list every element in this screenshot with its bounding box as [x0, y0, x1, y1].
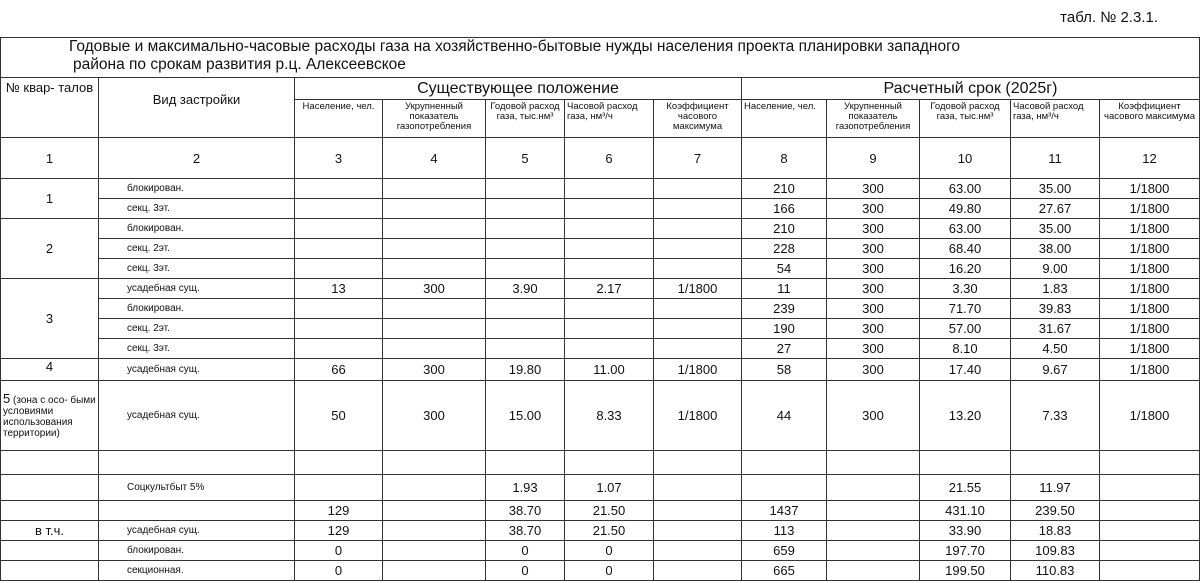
value-cell: 57.00 [920, 319, 1011, 339]
value-cell: 300 [827, 239, 920, 259]
value-cell: 1/1800 [1100, 239, 1200, 259]
header-coefficient: Коэффициент часового максимума [654, 100, 742, 138]
building-type-cell: усадебная сущ. [99, 279, 295, 299]
quarter-number-cell [1, 501, 99, 521]
zone-description: (зона с осо- быми условиями использования территории) [3, 394, 96, 439]
value-cell: 300 [827, 381, 920, 451]
value-cell: 68.40 [920, 239, 1011, 259]
building-type-cell: секц. 3эт. [99, 339, 295, 359]
value-cell: 1/1800 [1100, 199, 1200, 219]
quarter-5-number: 5 [3, 390, 11, 406]
quarter-number-cell: в т.ч. [1, 521, 99, 541]
value-cell [295, 475, 383, 501]
value-cell: 1/1800 [654, 359, 742, 381]
column-index-cell: 7 [654, 138, 742, 179]
value-cell: 21.50 [565, 521, 654, 541]
value-cell [654, 561, 742, 581]
value-cell: 0 [486, 541, 565, 561]
header-existing: Существующее положение [295, 78, 742, 100]
value-cell: 38.70 [486, 501, 565, 521]
building-type-cell: блокирован. [99, 299, 295, 319]
value-cell: 44 [742, 381, 827, 451]
value-cell: 190 [742, 319, 827, 339]
header-indicator: Укрупненный показатель газопотребления [383, 100, 486, 138]
value-cell [486, 319, 565, 339]
value-cell: 63.00 [920, 219, 1011, 239]
value-cell: 38.70 [486, 521, 565, 541]
value-cell [383, 541, 486, 561]
value-cell: 300 [827, 259, 920, 279]
column-index-cell: 8 [742, 138, 827, 179]
value-cell [565, 239, 654, 259]
value-cell: 17.40 [920, 359, 1011, 381]
value-cell [565, 199, 654, 219]
value-cell [654, 319, 742, 339]
table-row [1, 521, 1200, 541]
value-cell [654, 179, 742, 199]
table-row [1, 359, 1200, 381]
value-cell: 3.90 [486, 279, 565, 299]
value-cell: 197.70 [920, 541, 1011, 561]
title-line-2: района по срокам развития р.ц. Алексеевское [73, 56, 406, 73]
building-type-cell: Соцкультбыт 5% [99, 475, 295, 501]
value-cell [383, 561, 486, 581]
table-row [1, 199, 1200, 219]
value-cell [654, 451, 742, 475]
value-cell [295, 259, 383, 279]
value-cell: 300 [827, 179, 920, 199]
building-type-cell: усадебная сущ. [99, 521, 295, 541]
value-cell [654, 199, 742, 219]
value-cell [486, 199, 565, 219]
value-cell: 0 [295, 561, 383, 581]
value-cell [486, 339, 565, 359]
value-cell: 11.97 [1011, 475, 1100, 501]
value-cell: 129 [295, 521, 383, 541]
title-line-1: Годовые и максимально-часовые расходы газа на хозяйственно-бытовые нужды населения проекта планировки западного [69, 38, 961, 55]
value-cell: 27 [742, 339, 827, 359]
header-population: Население, чел. [295, 100, 383, 138]
value-cell: 4.50 [1011, 339, 1100, 359]
table-row [1, 381, 1200, 451]
value-cell: 71.70 [920, 299, 1011, 319]
value-cell: 300 [827, 299, 920, 319]
value-cell: 1/1800 [1100, 259, 1200, 279]
value-cell: 1/1800 [1100, 219, 1200, 239]
column-index-cell: 10 [920, 138, 1011, 179]
value-cell [742, 475, 827, 501]
building-type-cell: блокирован. [99, 219, 295, 239]
value-cell: 0 [486, 561, 565, 581]
value-cell [383, 179, 486, 199]
value-cell: 11.00 [565, 359, 654, 381]
quarter-number-cell: 4 [1, 359, 99, 381]
value-cell: 33.90 [920, 521, 1011, 541]
column-index-cell: 9 [827, 138, 920, 179]
value-cell [654, 475, 742, 501]
value-cell [486, 239, 565, 259]
value-cell [486, 299, 565, 319]
value-cell: 0 [565, 561, 654, 581]
gas-consumption-table [0, 37, 1200, 581]
header-group-row [1, 78, 1200, 100]
value-cell: 239.50 [1011, 501, 1100, 521]
value-cell [1100, 521, 1200, 541]
value-cell [383, 199, 486, 219]
value-cell: 239 [742, 299, 827, 319]
value-cell: 166 [742, 199, 827, 219]
value-cell: 16.20 [920, 259, 1011, 279]
header-building-type: Вид застройки [99, 78, 295, 138]
value-cell: 18.83 [1011, 521, 1100, 541]
value-cell [383, 259, 486, 279]
value-cell: 110.83 [1011, 561, 1100, 581]
column-index-row [1, 138, 1200, 179]
value-cell: 31.67 [1011, 319, 1100, 339]
building-type-cell: блокирован. [99, 179, 295, 199]
value-cell: 21.50 [565, 501, 654, 521]
value-cell: 1/1800 [654, 279, 742, 299]
value-cell [1011, 451, 1100, 475]
value-cell: 210 [742, 219, 827, 239]
value-cell [295, 319, 383, 339]
value-cell [486, 259, 565, 279]
value-cell: 9.67 [1011, 359, 1100, 381]
building-type-cell: секц. 3эт. [99, 259, 295, 279]
value-cell [1100, 541, 1200, 561]
header-annual: Годовой расход газа, тыс.нм³ [486, 100, 565, 138]
value-cell: 8.33 [565, 381, 654, 451]
value-cell [827, 451, 920, 475]
value-cell: 300 [827, 319, 920, 339]
value-cell: 27.67 [1011, 199, 1100, 219]
header-population: Население, чел. [742, 100, 827, 138]
value-cell [486, 219, 565, 239]
building-type-cell: секц. 2эт. [99, 239, 295, 259]
value-cell [486, 451, 565, 475]
value-cell [295, 219, 383, 239]
value-cell [565, 259, 654, 279]
column-index-cell: 5 [486, 138, 565, 179]
table-row [1, 451, 1200, 475]
value-cell: 0 [565, 541, 654, 561]
value-cell [654, 501, 742, 521]
value-cell [654, 239, 742, 259]
column-index-cell: 2 [99, 138, 295, 179]
value-cell: 9.00 [1011, 259, 1100, 279]
building-type-cell: секц. 3эт. [99, 199, 295, 219]
quarter-number-cell [1, 451, 99, 475]
value-cell [295, 451, 383, 475]
column-index-cell: 3 [295, 138, 383, 179]
value-cell [565, 339, 654, 359]
value-cell: 3.30 [920, 279, 1011, 299]
value-cell [565, 219, 654, 239]
value-cell [295, 299, 383, 319]
quarter-number-cell [1, 381, 99, 451]
value-cell [1100, 475, 1200, 501]
building-type-cell [99, 501, 295, 521]
header-hourly: Часовой расход газа, нм³/ч [1011, 100, 1100, 138]
value-cell: 13.20 [920, 381, 1011, 451]
value-cell: 35.00 [1011, 219, 1100, 239]
value-cell [654, 299, 742, 319]
value-cell: 21.55 [920, 475, 1011, 501]
quarter-number-cell: 1 [1, 179, 99, 219]
value-cell: 19.80 [486, 359, 565, 381]
value-cell: 1.93 [486, 475, 565, 501]
table-row [1, 219, 1200, 239]
value-cell [742, 451, 827, 475]
value-cell: 54 [742, 259, 827, 279]
value-cell [654, 339, 742, 359]
value-cell: 210 [742, 179, 827, 199]
value-cell [827, 475, 920, 501]
value-cell [383, 339, 486, 359]
value-cell [1100, 501, 1200, 521]
table-row [1, 339, 1200, 359]
value-cell [565, 451, 654, 475]
value-cell [486, 179, 565, 199]
value-cell: 63.00 [920, 179, 1011, 199]
table-number: табл. № 2.3.1. [1060, 9, 1158, 26]
value-cell [654, 521, 742, 541]
value-cell: 1437 [742, 501, 827, 521]
value-cell: 659 [742, 541, 827, 561]
value-cell [295, 199, 383, 219]
value-cell: 13 [295, 279, 383, 299]
building-type-cell: секц. 2эт. [99, 319, 295, 339]
building-type-cell: секционная. [99, 561, 295, 581]
value-cell: 300 [827, 359, 920, 381]
title-row [1, 38, 1200, 78]
value-cell: 0 [295, 541, 383, 561]
table-row [1, 259, 1200, 279]
header-hourly: Часовой расход газа, нм³/ч [565, 100, 654, 138]
value-cell [383, 219, 486, 239]
quarter-number-cell: 3 [1, 279, 99, 359]
quarter-number-cell [1, 561, 99, 581]
value-cell [383, 475, 486, 501]
value-cell: 1/1800 [1100, 279, 1200, 299]
value-cell: 50 [295, 381, 383, 451]
building-type-cell [99, 451, 295, 475]
table-row [1, 501, 1200, 521]
header-quarter-number: № квар- талов [1, 78, 99, 138]
value-cell [565, 299, 654, 319]
quarter-number-cell [1, 541, 99, 561]
value-cell [827, 521, 920, 541]
value-cell [383, 501, 486, 521]
table-row [1, 319, 1200, 339]
building-type-cell: блокирован. [99, 541, 295, 561]
value-cell [827, 561, 920, 581]
value-cell: 8.10 [920, 339, 1011, 359]
value-cell [295, 239, 383, 259]
value-cell: 15.00 [486, 381, 565, 451]
value-cell [383, 319, 486, 339]
value-cell [295, 339, 383, 359]
value-cell [383, 451, 486, 475]
value-cell: 300 [383, 359, 486, 381]
value-cell: 1/1800 [654, 381, 742, 451]
value-cell [383, 239, 486, 259]
value-cell [1100, 561, 1200, 581]
value-cell: 300 [827, 219, 920, 239]
value-cell: 300 [383, 381, 486, 451]
table-row [1, 541, 1200, 561]
value-cell [827, 541, 920, 561]
value-cell: 58 [742, 359, 827, 381]
value-cell: 1/1800 [1100, 359, 1200, 381]
value-cell: 39.83 [1011, 299, 1100, 319]
value-cell: 1.07 [565, 475, 654, 501]
value-cell: 11 [742, 279, 827, 299]
column-index-cell: 11 [1011, 138, 1100, 179]
quarter-number-cell [1, 475, 99, 501]
value-cell: 109.83 [1011, 541, 1100, 561]
value-cell: 300 [827, 339, 920, 359]
value-cell: 1/1800 [1100, 179, 1200, 199]
value-cell: 228 [742, 239, 827, 259]
value-cell: 49.80 [920, 199, 1011, 219]
value-cell [565, 319, 654, 339]
value-cell: 431.10 [920, 501, 1011, 521]
value-cell: 1/1800 [1100, 381, 1200, 451]
column-index-cell: 4 [383, 138, 486, 179]
value-cell: 300 [383, 279, 486, 299]
value-cell: 300 [827, 279, 920, 299]
column-index-cell: 1 [1, 138, 99, 179]
header-annual: Годовой расход газа, тыс.нм³ [920, 100, 1011, 138]
value-cell [654, 259, 742, 279]
table-row [1, 279, 1200, 299]
value-cell: 35.00 [1011, 179, 1100, 199]
value-cell: 199.50 [920, 561, 1011, 581]
value-cell: 665 [742, 561, 827, 581]
table-row [1, 299, 1200, 319]
header-indicator: Укрупненный показатель газопотребления [827, 100, 920, 138]
value-cell: 1/1800 [1100, 299, 1200, 319]
value-cell: 1/1800 [1100, 319, 1200, 339]
value-cell [1100, 451, 1200, 475]
building-type-cell: усадебная сущ. [99, 381, 295, 451]
value-cell [827, 501, 920, 521]
value-cell [920, 451, 1011, 475]
header-design-period: Расчетный срок (2025г) [742, 78, 1200, 100]
table-row [1, 179, 1200, 199]
table-title [1, 38, 1200, 78]
value-cell [654, 219, 742, 239]
value-cell [565, 179, 654, 199]
table-row [1, 475, 1200, 501]
value-cell: 38.00 [1011, 239, 1100, 259]
value-cell: 66 [295, 359, 383, 381]
table-row [1, 561, 1200, 581]
value-cell [654, 541, 742, 561]
building-type-cell: усадебная сущ. [99, 359, 295, 381]
value-cell [295, 179, 383, 199]
column-index-cell: 6 [565, 138, 654, 179]
value-cell: 7.33 [1011, 381, 1100, 451]
value-cell: 1.83 [1011, 279, 1100, 299]
header-coefficient: Коэффициент часового максимума [1100, 100, 1200, 138]
value-cell: 2.17 [565, 279, 654, 299]
value-cell [383, 299, 486, 319]
quarter-number-cell: 2 [1, 219, 99, 279]
table-row [1, 239, 1200, 259]
column-index-cell: 12 [1100, 138, 1200, 179]
value-cell: 1/1800 [1100, 339, 1200, 359]
value-cell: 129 [295, 501, 383, 521]
value-cell [383, 521, 486, 541]
value-cell: 300 [827, 199, 920, 219]
value-cell: 113 [742, 521, 827, 541]
